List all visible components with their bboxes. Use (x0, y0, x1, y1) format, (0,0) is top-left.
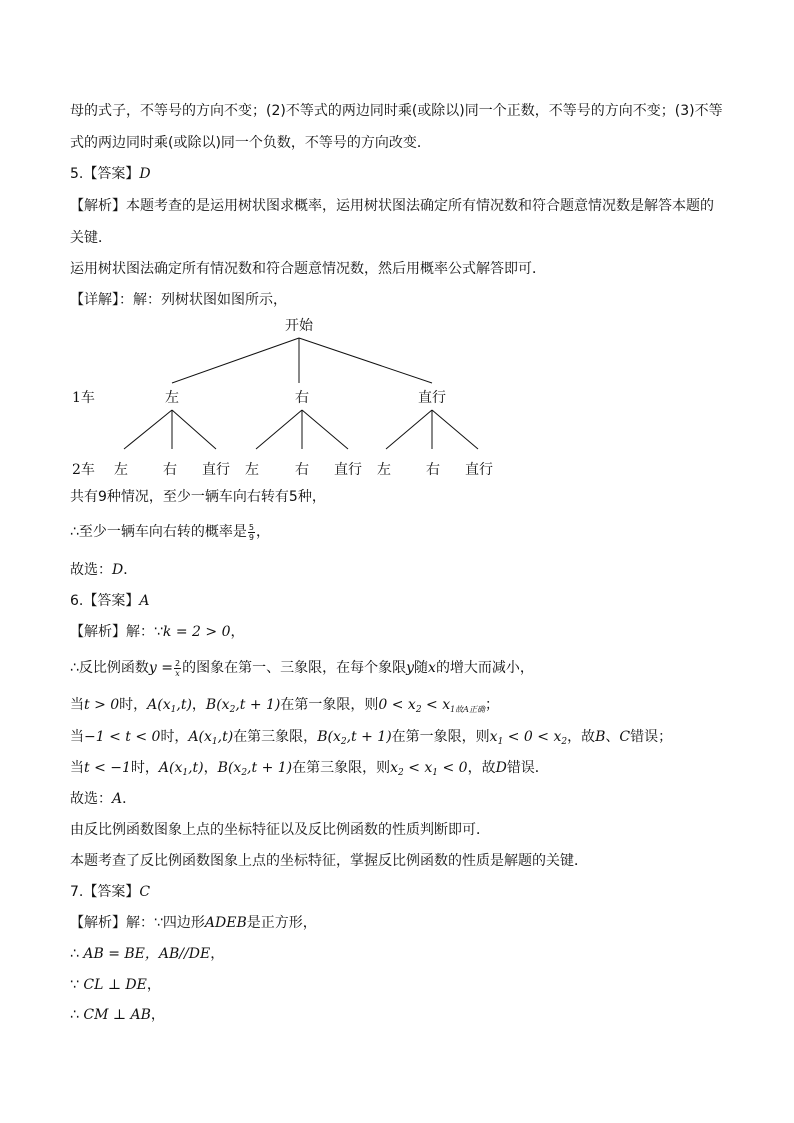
q6-a-end: ， (230, 624, 245, 640)
q6-l2-y2: y (406, 660, 415, 676)
tree-level2-node: 右 (163, 462, 177, 478)
q6-l2-y: y = (148, 660, 174, 676)
q6-l4-text: 、 (605, 729, 620, 745)
q6-l5-math: ,t + 1) (247, 760, 293, 776)
q5-answer-head: 5.【答案】 (70, 166, 140, 182)
q5-prob-text: ∴至少一辆车向右转的概率是 (70, 524, 247, 540)
q7-analysis-tag: 【解析】 (70, 915, 126, 931)
q6-a-math: k = 2 > 0 (162, 624, 231, 640)
q6-l3-text: ； (484, 697, 499, 713)
q5-probability-line (70, 522, 270, 542)
q6-answer-value: A (139, 593, 150, 609)
tree-edge-r-s (302, 410, 348, 449)
q6-analysis-line-5 (70, 758, 549, 783)
q7-answer-line (70, 882, 150, 902)
q7-analysis-line-2 (70, 944, 224, 964)
q7-analysis-line-1 (70, 913, 317, 933)
q6-l4-math: C (619, 729, 631, 745)
q6-answer-head: 6.【答案】 (70, 593, 140, 609)
q6-l3-math: ,t + 1) (235, 697, 281, 713)
q6-l3-subscript: 2 (415, 705, 422, 715)
q5-prob-fraction (248, 523, 255, 542)
q7-a-math: ADEB (204, 915, 247, 931)
q6-choose-line (70, 789, 136, 809)
tree-level2-node: 右 (426, 462, 440, 478)
q6-analysis-line-2 (70, 658, 534, 678)
q5-choose-value: D (112, 562, 124, 578)
q5-prob-denominator: 9 (248, 532, 255, 542)
q6-l3-subscript: 2 (229, 705, 236, 715)
tree-level2-node: 直行 (465, 462, 493, 478)
q6-l3-math: B(x (205, 697, 230, 713)
q6-l5-subscript: 1 (182, 768, 189, 778)
q6-l5-text: 错误． (506, 760, 549, 776)
q6-l4-text: 时， (160, 729, 189, 745)
q6-analysis-tag: 【解析】 (70, 624, 126, 640)
tree-edge-root-left (172, 338, 299, 383)
q6-summary-line-2: 本题考查了反比例函数图象上点的坐标特征，掌握反比例函数的性质是解题的关键． (70, 853, 588, 869)
q6-l5-math: < x (403, 760, 433, 776)
q7-analysis-line-3 (70, 975, 161, 995)
q6-l5-text: 时， (130, 760, 159, 776)
q6-l5-text: ，故 (467, 760, 496, 776)
q6-l4-math: ,t + 1) (346, 729, 392, 745)
q5-prob-end: ， (256, 524, 271, 540)
q6-l4-subscript: 1 (497, 737, 504, 747)
q7-l2-math: AB = BE，AB//DE (83, 946, 211, 962)
q5-analysis-line-2: 关键． (70, 230, 112, 246)
tree-level1-node: 直行 (418, 390, 446, 406)
tree-level1-node: 右 (295, 390, 309, 406)
q7-l3-end: ， (146, 977, 161, 993)
q5-analysis-line-3: 运用树状图法确定所有情况数和符合题意情况数，然后用概率公式解答即可． (70, 261, 546, 277)
q6-l5-math: x (390, 760, 399, 776)
q6-l3-math: ,t) (176, 697, 192, 713)
q6-l4-math: ,t) (217, 729, 234, 745)
q6-l2-denominator: x (175, 668, 180, 678)
q5-detail-line: 【详解】：解：列树状图如图所示， (70, 292, 287, 308)
q7-l4-end: ， (150, 1007, 165, 1023)
q6-l3-math: t > 0 (84, 697, 120, 713)
q6-l4-subscript: 2 (561, 737, 568, 747)
q5-analysis-tag: 【解析】 (70, 198, 126, 214)
q7-l4-text: ∴ (70, 1007, 84, 1023)
q6-l3-math: A(x (147, 697, 171, 713)
q5-choose-line (70, 560, 137, 580)
q6-l5-math: D (495, 760, 507, 776)
q7-l2-text: ∴ (70, 946, 84, 962)
tree-edge-root-straight (299, 338, 432, 383)
q6-l4-math: B (595, 729, 606, 745)
q6-choose-label: 故选： (70, 791, 112, 807)
q6-l3-text: 在第一象限，则 (280, 697, 379, 713)
tree-edge-s-s (432, 410, 478, 449)
q7-a-end: 是正方形， (246, 915, 317, 931)
q7-l4-math: CM ⊥ AB (83, 1007, 151, 1023)
q6-l4-math: B(x (317, 729, 341, 745)
tree-level1-node: 左 (165, 390, 179, 406)
q6-answer-line (70, 591, 149, 611)
q6-analysis-line-4 (70, 727, 672, 752)
q6-l3-subscript: 1 (170, 705, 177, 715)
tree-row1-label: 1车 (72, 390, 95, 406)
prev-text-line-1: 母的式子，不等号的方向不变；(2)不等式的两边同时乘(或除以)同一个正数，不等号的方向不变；(3)不等 (70, 103, 723, 119)
q6-l2-fraction (174, 659, 181, 678)
tree-edge-l-s (172, 410, 216, 449)
q5-analysis-text-1: 本题考查的是运用树状图求概率，运用树状图法确定所有情况数和符合题意情况数是解答本题的 (126, 198, 714, 214)
q6-l2-end: 的增大而减小， (435, 660, 534, 676)
q6-l4-subscript: 2 (340, 737, 347, 747)
q5-choose-end: ． (123, 562, 138, 578)
q5-prob-numerator: 5 (248, 522, 255, 532)
q5-count-line: 共有9种情况，至少一辆车向右转有5种， (70, 489, 326, 505)
tree-edge-r-l (256, 410, 302, 449)
q7-answer-value: C (139, 884, 151, 900)
q6-l3-text: 时， (119, 697, 148, 713)
q5-choose-label: 故选： (70, 562, 112, 578)
tree-root: 开始 (285, 318, 313, 334)
q6-l4-math: x (489, 729, 498, 745)
q7-l3-math: CL ⊥ DE (83, 977, 147, 993)
tree-level2-node: 直行 (334, 462, 362, 478)
q6-l2-numerator: 2 (175, 658, 181, 668)
q7-l2-end: ， (210, 946, 225, 962)
q6-l5-math: < 0 (438, 760, 468, 776)
q6-l5-text: 在第三象限，则 (292, 760, 391, 776)
q6-summary-line-1: 由反比例函数图象上点的坐标特征以及反比例函数的性质判断即可． (70, 822, 490, 838)
prev-text-line-2: 式的两边同时乘(或除以)同一个负数，不等号的方向改变． (70, 135, 431, 151)
q6-l4-text: 当 (70, 729, 84, 745)
tree-row2-label: 2车 (72, 462, 95, 478)
q6-l3-subscript: 1故A正确 (450, 705, 485, 714)
q6-l5-subscript: 1 (432, 768, 439, 778)
q6-l4-subscript: 1 (211, 737, 218, 747)
q7-answer-head: 7.【答案】 (70, 884, 140, 900)
q6-l5-text: 当 (70, 760, 84, 776)
q6-a-text: 解：∵ (126, 624, 163, 640)
q6-l5-text: ， (203, 760, 218, 776)
q6-l2-mid2: 随 (414, 660, 429, 676)
tree-edge-s-l (386, 410, 432, 449)
q6-l4-text: 在第一象限，则 (391, 729, 490, 745)
tree-level2-node: 右 (295, 462, 309, 478)
q6-l4-math: < 0 < x (503, 729, 562, 745)
q6-l2-x: x (428, 660, 436, 676)
q7-analysis-line-4 (70, 1005, 165, 1025)
q6-l5-math: B(x (217, 760, 242, 776)
q6-l2-mid1: 的图象在第一、三象限，在每个象限 (182, 660, 407, 676)
q6-l3-math: < x (421, 697, 451, 713)
q6-l5-math: A(x (158, 760, 183, 776)
tree-level2-node: 左 (114, 462, 128, 478)
q6-choose-value: A (112, 791, 123, 807)
q6-l5-subscript: 2 (398, 768, 404, 778)
q6-l3-text: 当 (70, 697, 84, 713)
q6-analysis-line-3 (70, 695, 499, 720)
tree-level2-node: 左 (377, 462, 391, 478)
tree-edge-l-l (124, 410, 172, 449)
q6-l4-text: 在第三象限， (233, 729, 318, 745)
q6-l4-text: ，故 (567, 729, 596, 745)
q6-l3-text: ， (191, 697, 206, 713)
q5-answer-value: D (139, 166, 151, 182)
q6-l4-text: 错误； (630, 729, 673, 745)
q6-l5-math: t < −1 (84, 760, 131, 776)
tree-level2-node: 左 (245, 462, 259, 478)
q6-l4-math: −1 < t < 0 (84, 729, 161, 745)
tree-level2-node: 直行 (202, 462, 230, 478)
q6-l3-math: 0 < x (378, 697, 416, 713)
q6-l5-subscript: 2 (241, 768, 248, 778)
q6-l5-math: ,t) (188, 760, 204, 776)
q6-l2-text: ∴反比例函数 (70, 660, 149, 676)
q6-l4-math: A(x (188, 729, 212, 745)
q7-a-text: 解：∵四边形 (126, 915, 205, 931)
q7-l3-text: ∵ (70, 977, 84, 993)
q6-analysis-line-1 (70, 622, 244, 642)
q6-choose-end: ． (122, 791, 137, 807)
